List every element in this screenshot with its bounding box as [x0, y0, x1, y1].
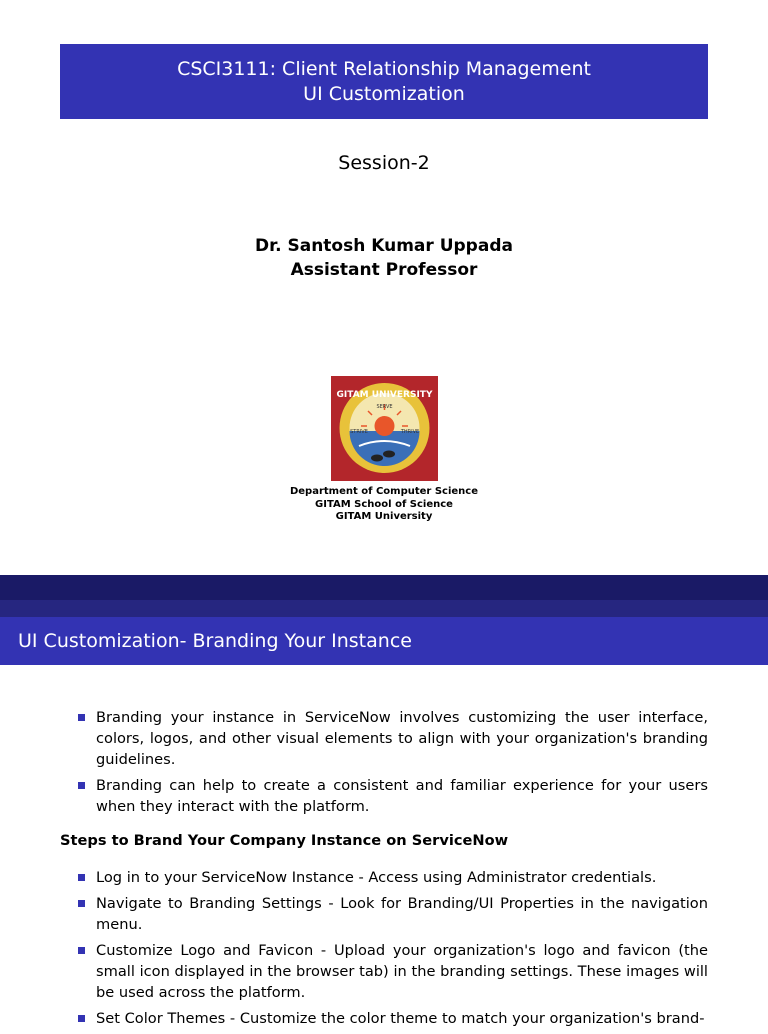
course-title: CSCI3111: Client Relationship Management	[177, 57, 591, 80]
course-subtitle: UI Customization	[303, 82, 465, 105]
list-item: Customize Logo and Favicon - Upload your organization's logo and favicon (the small icon displayed in the browser tab) in the branding settings. These images will be used across the platform.	[78, 940, 708, 1003]
header-band-dark	[0, 575, 768, 600]
department-block	[0, 486, 768, 524]
list-item: Navigate to Branding Settings - Look for Branding/UI Properties in the navigation menu.	[78, 893, 708, 935]
slide-heading-text: UI Customization- Branding Your Instance	[18, 630, 412, 652]
bullet-square-icon	[78, 874, 85, 881]
title-box	[60, 44, 708, 119]
list-item: Log in to your ServiceNow Instance - Access using Administrator credentials.	[78, 867, 708, 888]
bullet-square-icon	[78, 900, 85, 907]
bullet-square-icon	[78, 1015, 85, 1022]
school: GITAM School of Science	[315, 498, 453, 510]
steps-heading: Steps to Brand Your Company Instance on ServiceNow	[60, 832, 509, 849]
author-role: Assistant Professor	[290, 260, 478, 280]
header-band-mid	[0, 600, 768, 617]
steps-bullet-list	[78, 867, 708, 1034]
logo-university-text: GITAM UNIVERSITY	[336, 390, 433, 400]
session-label: Session-2	[338, 152, 430, 174]
bullet-square-icon	[78, 782, 85, 789]
bullet-square-icon	[78, 947, 85, 954]
department: Department of Computer Science	[289, 486, 479, 497]
logo-motto-left: STRIVE	[350, 429, 368, 435]
intro-bullet-list	[78, 707, 708, 822]
list-item: Branding can help to create a consistent and familiar experience for your users when they interact with the platform.	[78, 775, 708, 817]
bullet-square-icon	[78, 714, 85, 721]
author-block	[0, 234, 768, 282]
logo-motto-right: THRIVE	[400, 429, 420, 435]
list-item: Set Color Themes - Customize the color theme to match your organization's brand-	[78, 1008, 708, 1029]
logo-motto-center: SERVE	[376, 404, 393, 410]
list-item: Branding your instance in ServiceNow involves customizing the user interface, colors, logos, and other visual elements to align with your organization's branding guidelines.	[78, 707, 708, 770]
university: GITAM University	[335, 511, 433, 522]
slide-heading	[0, 617, 768, 665]
author-name: Dr. Santosh Kumar Uppada	[255, 236, 513, 256]
university-logo	[331, 376, 438, 481]
